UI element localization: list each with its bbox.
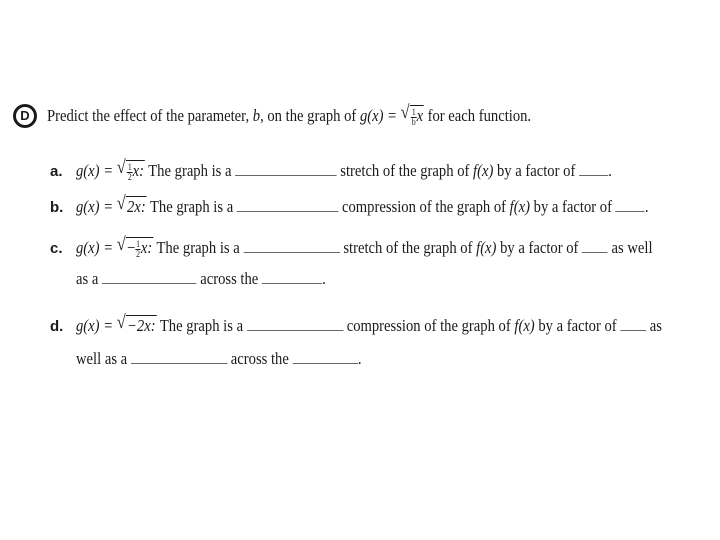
prompt-after: for each function. bbox=[427, 106, 532, 125]
item-d-blank4[interactable] bbox=[293, 349, 358, 364]
item-a-line bbox=[76, 157, 699, 182]
item-a-f: f(x) bbox=[473, 161, 494, 180]
item-d-radical: √ −2x: bbox=[116, 312, 156, 335]
item-a-text2: stretch of the graph of bbox=[340, 161, 470, 180]
item-c-end: . bbox=[322, 269, 326, 288]
item-a-radical: √ $\frac{1}{2}$ x: bbox=[116, 157, 144, 182]
item-d-line2b: across the bbox=[230, 349, 289, 368]
section-badge bbox=[13, 104, 37, 128]
item-d-blank2[interactable] bbox=[620, 316, 646, 331]
item-c-label: c. bbox=[50, 240, 63, 257]
item-b-blank1[interactable] bbox=[237, 197, 338, 212]
item-b-function: g(x) = bbox=[76, 197, 114, 216]
item-c-line2a: as a bbox=[76, 269, 99, 288]
item-b-text2: compression of the graph of bbox=[341, 197, 507, 216]
item-d-text2: compression of the graph of bbox=[346, 316, 511, 335]
item-a-label: a. bbox=[50, 163, 63, 180]
item-d-text4: as bbox=[649, 316, 662, 335]
item-c-line2 bbox=[76, 269, 366, 289]
item-d-text3: by a factor of bbox=[538, 316, 617, 335]
item-b-text3: by a factor of bbox=[533, 197, 612, 216]
item-c-text1: The graph is a bbox=[156, 238, 240, 257]
item-b-f: f(x) bbox=[509, 197, 530, 216]
item-c-text3: by a factor of bbox=[500, 238, 579, 257]
item-d-line1 bbox=[76, 312, 720, 336]
item-c-blank2[interactable] bbox=[582, 238, 608, 253]
item-c-blank4[interactable] bbox=[262, 269, 322, 284]
item-c-text2: stretch of the graph of bbox=[343, 238, 473, 257]
item-c-function: g(x) = bbox=[76, 238, 114, 257]
item-b-line bbox=[76, 193, 720, 217]
item-c-line1 bbox=[76, 234, 720, 259]
item-a-text1: The graph is a bbox=[148, 161, 232, 180]
prompt-function: g(x) = bbox=[359, 106, 398, 125]
item-a-end: . bbox=[608, 161, 612, 180]
prompt-radical: √ $\frac{1}{b}$ x bbox=[400, 102, 424, 127]
item-d-line2 bbox=[76, 349, 408, 369]
section-badge-letter: D bbox=[16, 107, 34, 125]
item-c-radical: √ − $\frac{1}{2}$ x: bbox=[116, 234, 153, 259]
item-d-line2a: well as a bbox=[76, 349, 128, 368]
item-c-line2b: across the bbox=[200, 269, 259, 288]
item-d-end: . bbox=[357, 349, 362, 368]
item-d-label: d. bbox=[50, 318, 64, 335]
prompt-middle: , on the graph of bbox=[260, 106, 357, 125]
item-d-function: g(x) = bbox=[76, 316, 114, 335]
item-b-radical: √ 2x: bbox=[116, 193, 146, 216]
item-d-text1: The graph is a bbox=[159, 316, 244, 335]
prompt-param: b bbox=[252, 106, 261, 125]
item-b-text1: The graph is a bbox=[149, 197, 234, 216]
item-a-blank1[interactable] bbox=[235, 161, 336, 176]
item-d-blank3[interactable] bbox=[131, 349, 227, 364]
item-a-function: g(x) = bbox=[76, 161, 114, 180]
item-d-blank1[interactable] bbox=[247, 316, 343, 331]
prompt-before: Predict the effect of the parameter, bbox=[47, 106, 250, 125]
item-c-text4: as well bbox=[611, 238, 653, 257]
item-d-f: f(x) bbox=[514, 316, 535, 335]
item-a-text3: by a factor of bbox=[496, 161, 576, 180]
item-b-label: b. bbox=[50, 199, 64, 216]
item-b-blank2[interactable] bbox=[616, 197, 645, 212]
item-a-blank2[interactable] bbox=[579, 161, 608, 176]
item-c-f: f(x) bbox=[476, 238, 497, 257]
item-b-end: . bbox=[644, 197, 649, 216]
prompt-line bbox=[47, 102, 610, 127]
item-c-blank3[interactable] bbox=[102, 269, 197, 284]
item-c-blank1[interactable] bbox=[243, 238, 339, 253]
